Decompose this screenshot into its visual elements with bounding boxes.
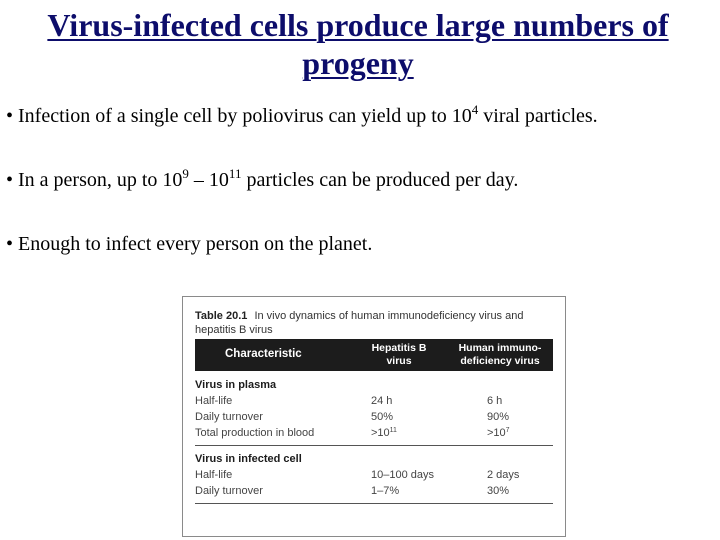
table-row — [195, 425, 553, 441]
cell-hepatitis-b: 10–100 days — [371, 469, 434, 481]
header-line: Human immuno- — [458, 342, 542, 354]
header-line: virus — [386, 355, 412, 367]
header-hepatitis-b — [363, 342, 435, 368]
bullet-item — [6, 168, 518, 192]
cell-base: >10 — [487, 427, 506, 439]
table-caption-text: In vivo dynamics of human immunodeficiency virus and hepatitis B virus — [195, 310, 524, 336]
bullet-item — [6, 232, 372, 256]
bullet-text: • In a person, up to 10 — [6, 169, 183, 191]
exponent: 9 — [182, 166, 189, 181]
table-row — [195, 393, 553, 409]
table-figure — [182, 296, 566, 537]
cell-hiv: 2 days — [487, 469, 520, 481]
header-line: deficiency virus — [460, 355, 540, 367]
header-characteristic: Characteristic — [225, 348, 302, 360]
exponent: 4 — [471, 102, 479, 117]
table-header — [195, 339, 553, 371]
exponent: 11 — [228, 166, 242, 181]
table-number: Table 20.1 — [195, 310, 248, 322]
section-label: Virus in plasma — [195, 379, 277, 391]
cell-hepatitis-b — [371, 425, 397, 441]
bullet-item — [6, 104, 598, 128]
table-bottom-rule — [195, 503, 553, 504]
bullet-text: particles can be produced per day. — [241, 169, 519, 191]
table-row — [195, 409, 553, 425]
bullet-text: • Infection of a single cell by poliovirus can yield up to 10 — [6, 105, 472, 127]
bullet-text: viral particles. — [478, 105, 598, 127]
cell-hiv: 30% — [487, 485, 510, 497]
bullet-text: • Enough to infect every person on the planet. — [6, 233, 373, 255]
row-label: Daily turnover — [195, 411, 263, 423]
row-label: Daily turnover — [195, 485, 263, 497]
table-section-row — [195, 377, 553, 393]
table-section-row — [195, 451, 553, 467]
header-line: Hepatitis B — [371, 342, 427, 354]
cell-exponent: 11 — [389, 427, 397, 434]
row-label: Total production in blood — [195, 427, 315, 439]
table-caption — [195, 309, 555, 337]
cell-base: >10 — [371, 427, 390, 439]
table-divider — [195, 445, 553, 446]
table-row — [195, 467, 553, 483]
table-row — [195, 483, 553, 499]
bullet-text: – 10 — [188, 169, 229, 191]
row-label: Half-life — [195, 395, 233, 407]
cell-hepatitis-b: 1–7% — [371, 485, 400, 497]
row-label: Half-life — [195, 469, 233, 481]
cell-hepatitis-b: 50% — [371, 411, 394, 423]
cell-hiv: 6 h — [487, 395, 503, 407]
slide-title: Virus-infected cells produce large numbers of progeny — [47, 7, 669, 81]
cell-hiv: 90% — [487, 411, 510, 423]
cell-hiv — [487, 425, 510, 441]
cell-exponent: 7 — [505, 427, 510, 434]
cell-hepatitis-b: 24 h — [371, 395, 393, 407]
section-label: Virus in infected cell — [195, 453, 302, 465]
header-hiv — [447, 342, 553, 368]
